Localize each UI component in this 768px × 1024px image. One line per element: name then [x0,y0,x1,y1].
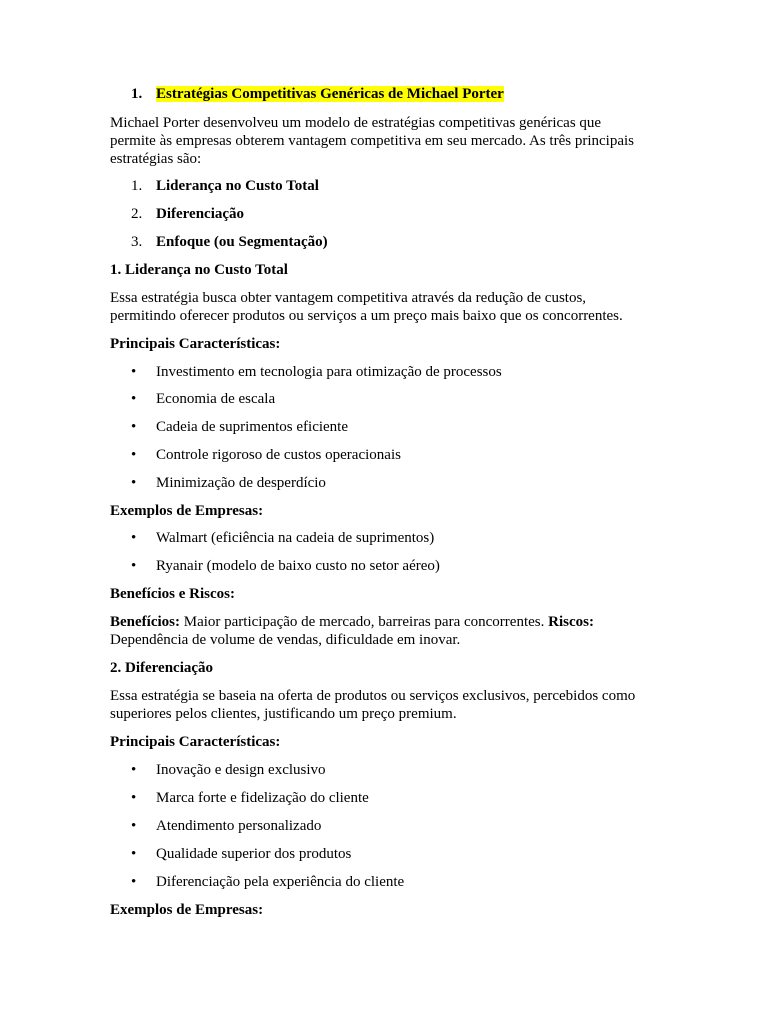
bullet-marker: • [131,790,137,806]
section1-desc-line-1: Essa estratégia busca obter vantagem competitiva através da redução de custos, [110,290,587,306]
strategy-number: 1. [131,178,143,194]
title-number: 1. [131,86,143,102]
section1-features-heading: Principais Características: [110,336,281,352]
section2-features-heading: Principais Características: [110,734,281,750]
section2-heading: 2. Diferenciação [110,660,214,676]
title-highlight: Estratégias Competitivas Genéricas de Michael Porter [156,86,504,102]
list-item: Cadeia de suprimentos eficiente [156,419,349,435]
strategy-number: 2. [131,206,143,222]
bullet-marker: • [131,364,137,380]
list-item: Minimização de desperdício [156,475,326,491]
bullet-marker: • [131,558,137,574]
section2-desc-line-2: superiores pelos clientes, justificando um preço premium. [110,706,457,722]
section1-desc-line-2: permitindo oferecer produtos ou serviços a um preço mais baixo que os concorrentes. [110,308,623,324]
section2-desc-line-1: Essa estratégia se baseia na oferta de produtos ou serviços exclusivos, percebidos como [110,688,636,704]
bullet-marker: • [131,475,137,491]
page-title [156,85,504,104]
intro-line-3: estratégias são: [110,151,202,167]
section1-examples-heading: Exemplos de Empresas: [110,503,264,519]
strategy-item: Liderança no Custo Total [156,178,319,194]
list-item: Qualidade superior dos produtos [156,846,352,862]
list-item: Economia de escala [156,391,276,407]
intro-line-2: permite às empresas obterem vantagem competitiva em seu mercado. As três principais [110,133,634,149]
list-item: Inovação e design exclusivo [156,762,326,778]
list-item: Controle rigoroso de custos operacionais [156,447,401,463]
section1-benefits-line [110,613,594,632]
list-item: Atendimento personalizado [156,818,322,834]
bullet-marker: • [131,447,137,463]
strategy-item: Diferenciação [156,206,245,222]
bullet-marker: • [131,874,137,890]
bullet-marker: • [131,762,137,778]
list-item: Marca forte e fidelização do cliente [156,790,369,806]
bullet-marker: • [131,846,137,862]
bullet-marker: • [131,818,137,834]
bullet-marker: • [131,530,137,546]
strategy-number: 3. [131,234,143,250]
bullet-marker: • [131,419,137,435]
bullet-marker: • [131,391,137,407]
intro-line-1: Michael Porter desenvolveu um modelo de estratégias competitivas genéricas que [110,115,602,131]
section1-benefits-heading: Benefícios e Riscos: [110,586,235,602]
section2-examples-heading: Exemplos de Empresas: [110,902,264,918]
section1-heading: 1. Liderança no Custo Total [110,262,288,278]
list-item: Diferenciação pela experiência do cliente [156,874,405,890]
list-item: Ryanair (modelo de baixo custo no setor aéreo) [156,558,440,574]
benefits-label: Benefícios: [110,614,180,630]
list-item: Walmart (eficiência na cadeia de suprimentos) [156,530,435,546]
strategy-item: Enfoque (ou Segmentação) [156,234,328,250]
risks-label: Riscos: [548,614,594,630]
list-item: Investimento em tecnologia para otimização de processos [156,364,502,380]
benefits-text: Maior participação de mercado, barreiras para concorrentes. [179,614,549,630]
section1-risks-line: Dependência de volume de vendas, dificuldade em inovar. [110,632,461,648]
